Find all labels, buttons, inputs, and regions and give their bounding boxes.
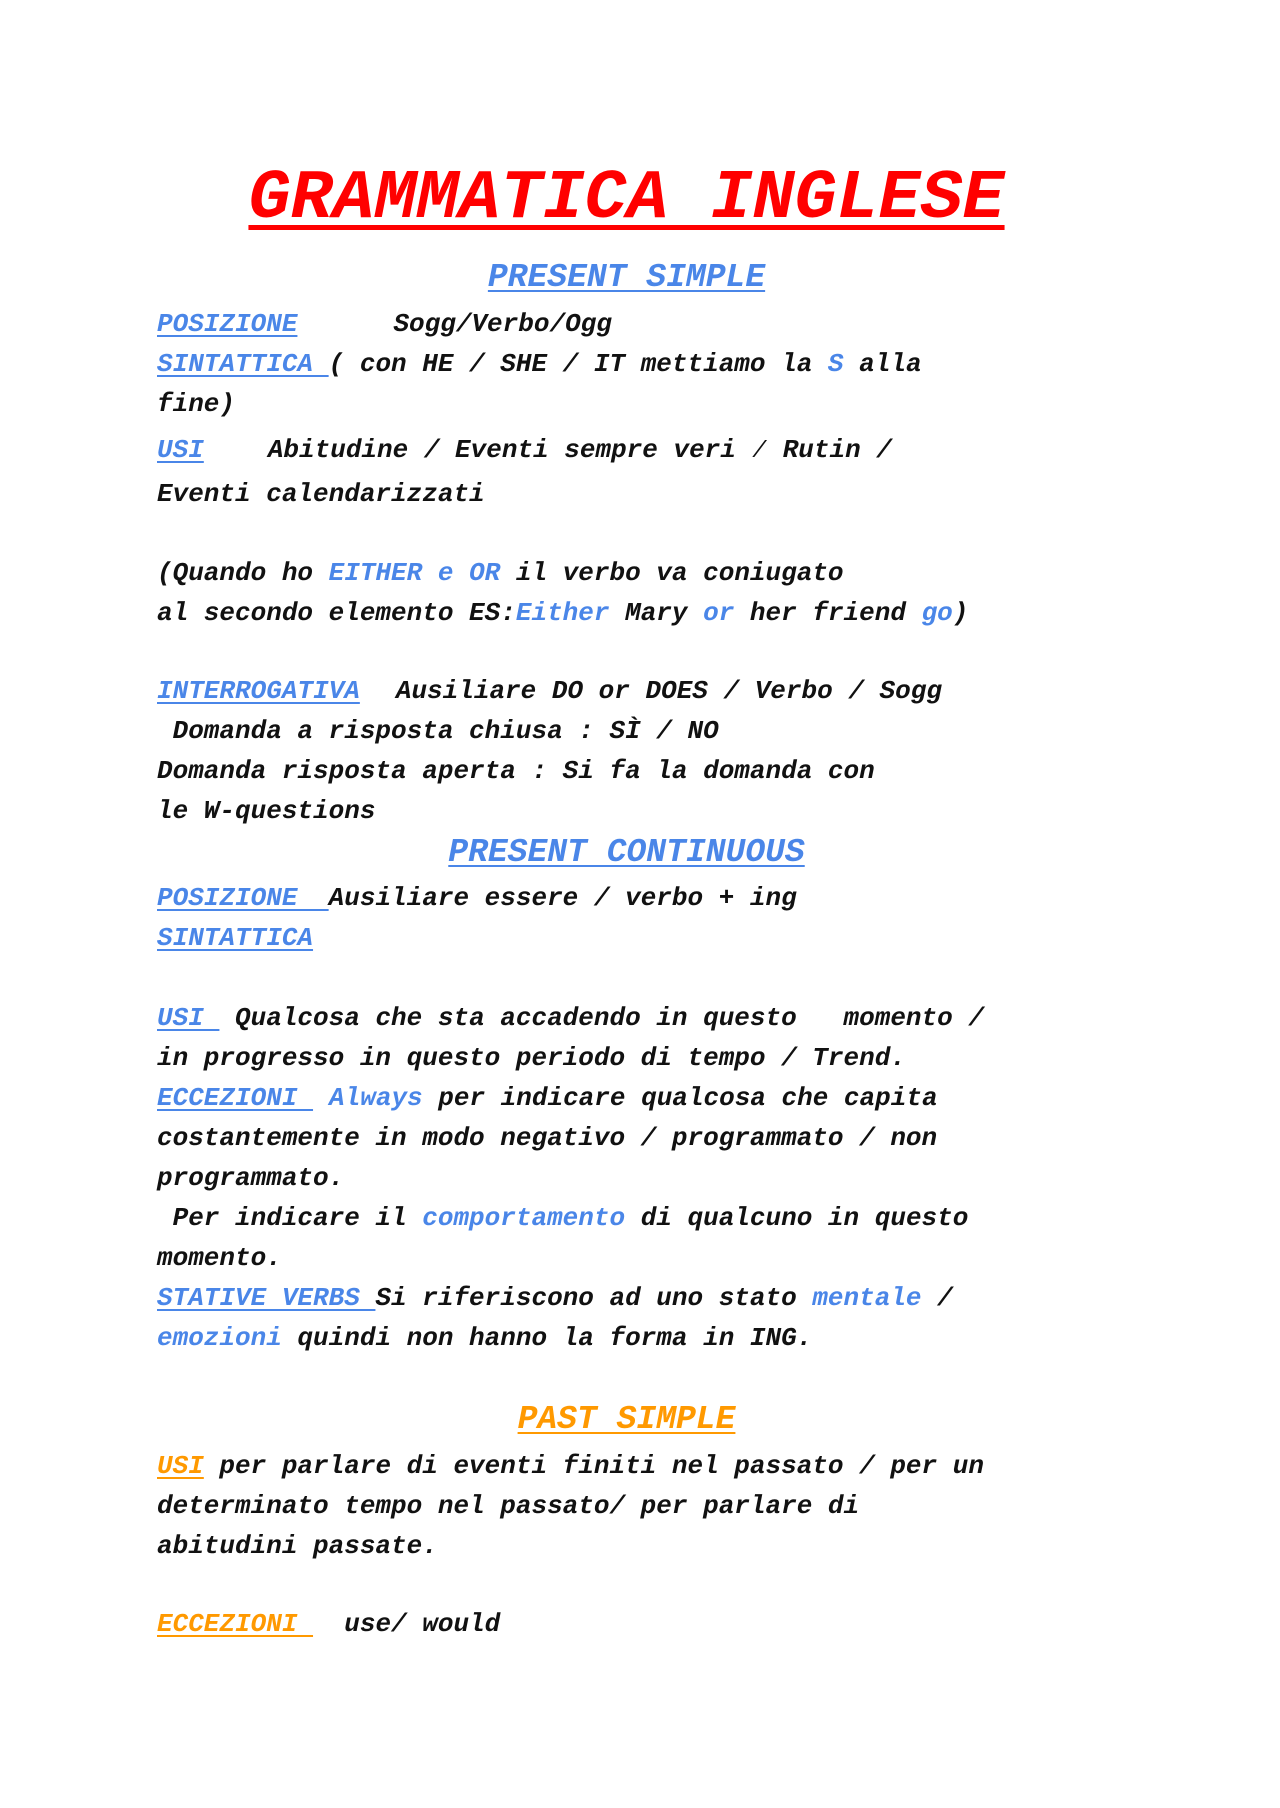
ps-either-kw3: or [703,598,735,628]
ps-either-line [157,557,844,589]
pc-eccezioni-line [157,1082,938,1114]
pc-eccezioni-line-3: programmato. [157,1163,345,1193]
pc-eccezioni-kw: Always [329,1083,423,1113]
ps-either-a2: il verbo va coniugato [500,558,844,588]
pc-posizione-text: Ausiliare essere / verbo + ing [328,883,797,913]
present-continuous-heading: PRESENT CONTINUOUS [448,834,805,871]
ps-either-b3: her friend [734,598,922,628]
ps-either-b1: al secondo elemento ES: [157,598,516,628]
ps-either-kw1: EITHER e OR [328,558,501,588]
past-usi-line [157,1450,984,1482]
pc-comportamento-line [157,1202,968,1234]
ps-posizione-text: Sogg/Verbo/Ogg [393,309,612,339]
past-eccezioni-label: ECCEZIONI [157,1609,314,1639]
ps-either-a1: (Quando ho [157,558,329,588]
ps-domanda-aperta-2: le W-questions [157,796,376,826]
ps-usi-text-a: Abitudine / Eventi sempre veri ⁄ Rutin / [267,435,892,465]
ps-either-example-line [157,597,968,629]
ps-usi-label: USI [157,435,204,465]
pc-eccezioni-text-a: per indicare qualcosa che capita [422,1083,938,1113]
past-eccezioni-text: use/ would [313,1609,501,1639]
ps-domanda-chiusa: Domanda a risposta chiusa : SÌ / NO [157,716,719,746]
page-title: GRAMMATICA INGLESE [248,160,1005,239]
ps-posizione-label: POSIZIONE [157,309,298,339]
pc-comportamento-kw: comportamento [422,1203,626,1233]
pc-sintattica-line [157,922,313,954]
pc-stative-kw2: emozioni [157,1323,282,1353]
pc-comportamento-a: Per indicare il [157,1203,423,1233]
ps-sintattica-line [157,348,922,380]
ps-usi-line-2: Eventi calendarizzati [157,479,485,509]
past-usi-line-3: abitudini passate. [157,1531,438,1561]
pc-usi-line [157,1002,984,1034]
ps-sintattica-text-a: ( con HE / SHE / IT mettiamo la [328,349,828,379]
pc-stative-text-c: quindi non hanno la forma in ING. [281,1323,813,1353]
pc-stative-kw1: mentale [812,1283,922,1313]
pc-stative-line [157,1282,953,1314]
past-usi-text-a: per parlare di eventi finiti nel passato / per un [203,1451,984,1481]
pc-usi-line-2: in progresso in questo periodo di tempo / Trend. [157,1043,906,1073]
past-usi-label: USI [157,1451,204,1481]
past-simple-heading: PAST SIMPLE [517,1401,736,1438]
ps-interrogativa-line [157,675,942,707]
ps-sintattica-text-b: alla [843,349,922,379]
pc-sintattica-label: SINTATTICA [157,923,314,953]
ps-sintattica-s: S [827,349,844,379]
pc-usi-label: USI [157,1003,220,1033]
ps-sintattica-label: SINTATTICA [157,349,329,379]
pc-usi-text-a: Qualcosa che sta accadendo in questo momento / [219,1003,984,1033]
ps-sintattica-line-2: fine) [157,389,236,419]
pc-stative-text-a: Si riferiscono ad uno stato [375,1283,813,1313]
pc-comportamento-b: di qualcuno in questo [625,1203,969,1233]
ps-either-b2: Mary [609,598,704,628]
ps-usi-line [157,434,892,466]
pc-eccezioni-line-2: costantemente in modo negativo / programmato / non [157,1123,938,1153]
ps-either-kw2: Either [515,598,610,628]
ps-either-b4: ) [952,598,969,628]
ps-either-kw4: go [921,598,953,628]
pc-eccezioni-label: ECCEZIONI [157,1083,314,1113]
pc-posizione-label: POSIZIONE [157,883,329,913]
ps-posizione-line [157,308,612,340]
past-eccezioni-line [157,1608,500,1640]
present-simple-heading: PRESENT SIMPLE [487,259,766,296]
pc-stative-line-2 [157,1322,812,1354]
pc-stative-label: STATIVE VERBS [157,1283,376,1313]
pc-stative-text-b: / [921,1283,953,1313]
ps-interrogativa-text: Ausiliare DO or DOES / Verbo / Sogg [395,676,942,706]
ps-domanda-aperta: Domanda risposta aperta : Si fa la domanda con [157,756,875,786]
pc-comportamento-line-2: momento. [157,1243,282,1273]
ps-interrogativa-label: INTERROGATIVA [157,676,360,706]
past-usi-line-2: determinato tempo nel passato/ per parlare di [157,1491,860,1521]
pc-posizione-line [157,882,797,914]
